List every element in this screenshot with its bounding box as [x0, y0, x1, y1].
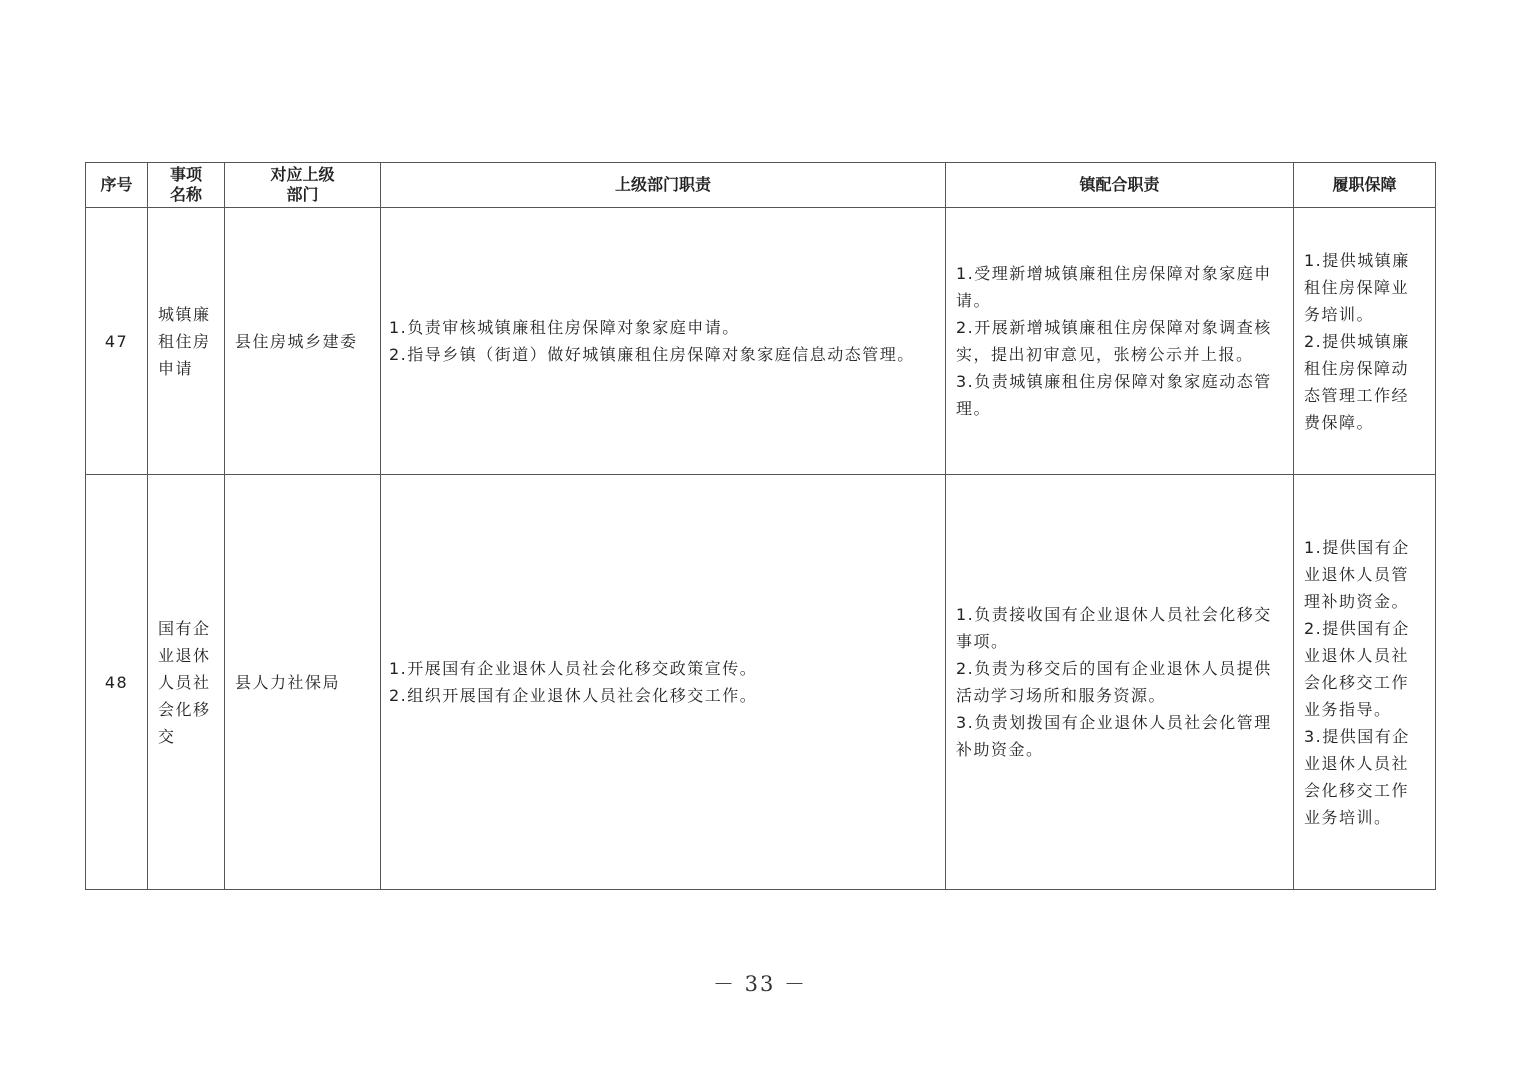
cell-guarantee [1294, 475, 1436, 890]
header-item-name [148, 163, 225, 208]
duty-line: 1.开展国有企业退休人员社会化移交政策宣传。 [389, 659, 758, 678]
header-superior-dept [225, 163, 381, 208]
cell-superior-dept: 县人力社保局 [225, 475, 381, 890]
duty-line: 3.负责城镇廉租住房保障对象家庭动态管理。 [956, 372, 1272, 418]
cell-item-name: 国有企业退休人员社会化移交 [148, 475, 225, 890]
duty-line: 1.负责审核城镇廉租住房保障对象家庭申请。 [389, 318, 740, 337]
cell-town-duties [946, 208, 1294, 475]
header-row [86, 163, 1436, 208]
header-town-duties: 镇配合职责 [946, 163, 1294, 208]
duty-line: 2.指导乡镇（街道）做好城镇廉租住房保障对象家庭信息动态管理。 [389, 345, 915, 364]
guarantee-line: 2.提供城镇廉租住房保障动态管理工作经费保障。 [1304, 331, 1410, 432]
cell-superior-dept: 县住房城乡建委 [225, 208, 381, 475]
duty-line: 1.受理新增城镇廉租住房保障对象家庭申请。 [956, 264, 1272, 310]
header-superior-duties: 上级部门职责 [381, 163, 946, 208]
cell-superior-duties [381, 475, 946, 890]
duty-line: 1.负责接收国有企业退休人员社会化移交事项。 [956, 605, 1272, 651]
cell-seq: 48 [86, 475, 148, 890]
cell-item-name: 城镇廉租住房申请 [148, 208, 225, 475]
header-item-name-line1: 事项 [169, 165, 202, 184]
cell-seq: 47 [86, 208, 148, 475]
guarantee-line: 1.提供城镇廉租住房保障业务培训。 [1304, 250, 1410, 324]
table-row [86, 475, 1436, 890]
guarantee-line: 2.提供国有企业退休人员社会化移交工作业务指导。 [1304, 618, 1410, 719]
duty-line: 2.开展新增城镇廉租住房保障对象调查核实，提出初审意见，张榜公示并上报。 [956, 318, 1272, 364]
table-row [86, 208, 1436, 475]
header-seq: 序号 [86, 163, 148, 208]
guarantee-line: 1.提供国有企业退休人员管理补助资金。 [1304, 537, 1410, 611]
guarantee-line: 3.提供国有企业退休人员社会化移交工作业务培训。 [1304, 726, 1410, 827]
header-item-name-line2: 名称 [169, 185, 202, 204]
duty-line: 3.负责划拨国有企业退休人员社会化管理补助资金。 [956, 713, 1272, 759]
cell-guarantee [1294, 208, 1436, 475]
header-superior-dept-line1: 对应上级 [270, 165, 335, 184]
duty-line: 2.组织开展国有企业退休人员社会化移交工作。 [389, 686, 758, 705]
cell-superior-duties [381, 208, 946, 475]
page-number: － 33 － [712, 972, 808, 996]
header-superior-dept-line2: 部门 [286, 185, 319, 204]
duty-line: 2.负责为移交后的国有企业退休人员提供活动学习场所和服务资源。 [956, 659, 1272, 705]
duty-table [85, 162, 1436, 890]
header-guarantee: 履职保障 [1294, 163, 1436, 208]
cell-town-duties [946, 475, 1294, 890]
